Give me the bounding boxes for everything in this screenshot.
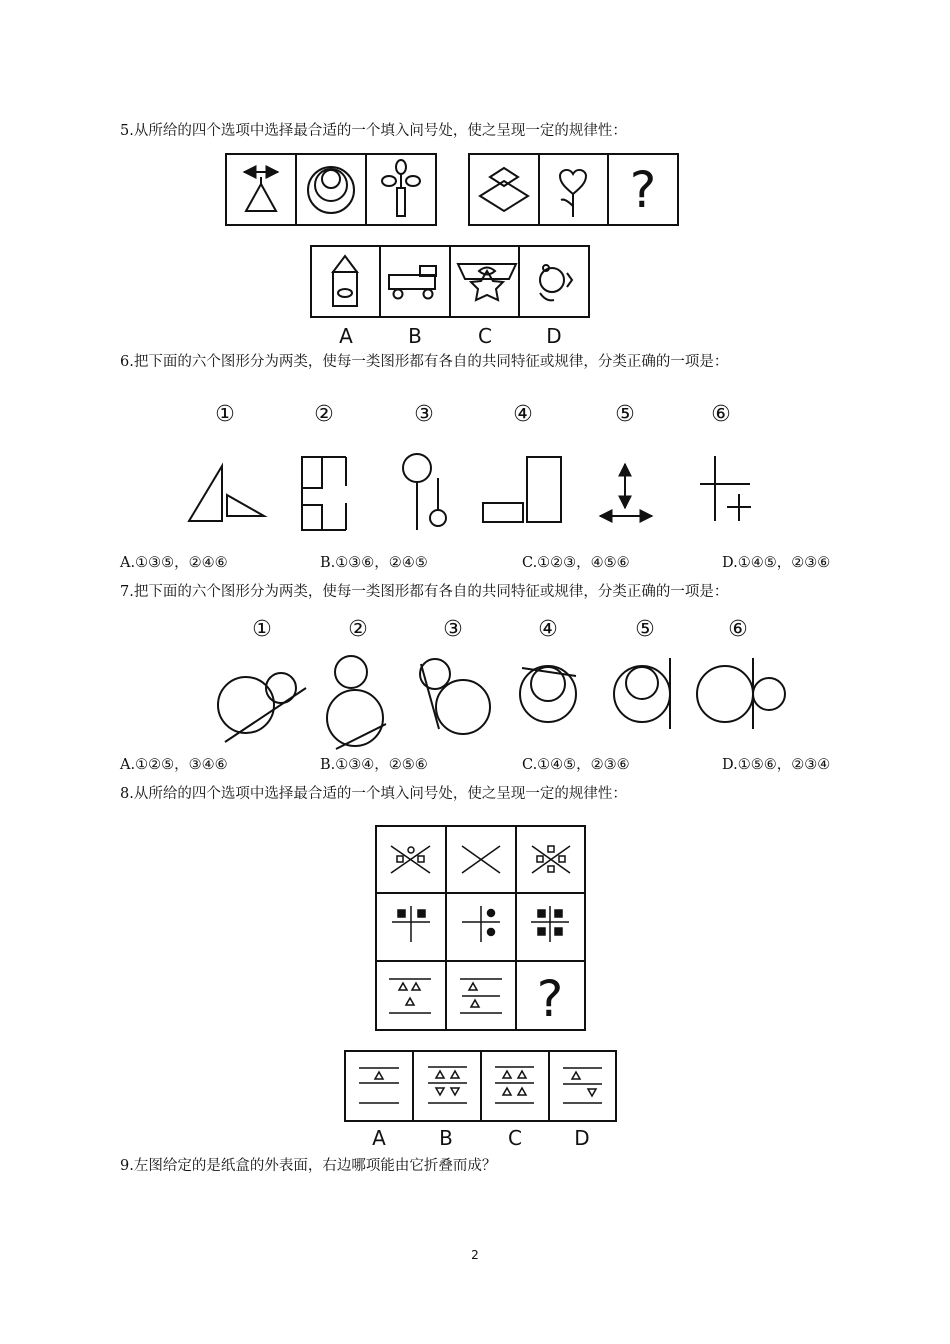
q7-number-6: ⑥ xyxy=(728,617,748,642)
q8-label-d: D xyxy=(574,1126,590,1150)
q6-number-2: ② xyxy=(314,402,334,427)
q7-figures xyxy=(218,656,785,749)
page-number: 2 xyxy=(471,1248,479,1262)
question-6-text: 6.把下面的六个图形分为两类，使每一类图形都有各自的共同特征或规律，分类正确的一项是： xyxy=(120,354,729,370)
q7-number-1: ① xyxy=(252,617,272,642)
q7-number-3: ③ xyxy=(443,617,463,642)
q7-number-2: ② xyxy=(348,617,368,642)
q6-number-6: ⑥ xyxy=(711,402,731,427)
q6-number-5: ⑤ xyxy=(615,402,635,427)
q8-label-a: A xyxy=(372,1126,386,1150)
q5-label-c: C xyxy=(478,324,492,348)
q6-option-a[interactable]: A.①③⑤，②④⑥ xyxy=(120,555,228,571)
question-5-text: 5.从所给的四个选项中选择最合适的一个填入问号处，使之呈现一定的规律性： xyxy=(120,123,627,139)
q6-option-b[interactable]: B.①③⑥，②④⑤ xyxy=(320,555,428,571)
q7-number-4: ④ xyxy=(538,617,558,642)
q6-number-1: ① xyxy=(215,402,235,427)
q5-stem-group-1 xyxy=(226,154,436,225)
q7-option-a[interactable]: A.①②⑤，③④⑥ xyxy=(120,757,228,773)
q8-question-mark: ? xyxy=(536,970,564,1028)
q8-options-figures xyxy=(345,1051,616,1121)
q7-option-d[interactable]: D.①⑤⑥，②③④ xyxy=(722,757,831,773)
q6-option-c[interactable]: C.①②③，④⑤⑥ xyxy=(522,555,630,571)
q6-number-4: ④ xyxy=(513,402,533,427)
question-8-text: 8.从所给的四个选项中选择最合适的一个填入问号处，使之呈现一定的规律性： xyxy=(120,786,627,802)
q8-label-b: B xyxy=(439,1126,453,1150)
q5-label-a: A xyxy=(339,324,353,348)
q7-option-c[interactable]: C.①④⑤，②③⑥ xyxy=(522,757,630,773)
q7-option-b[interactable]: B.①③④，②⑤⑥ xyxy=(320,757,428,773)
q7-number-5: ⑤ xyxy=(635,617,655,642)
q5-question-mark: ? xyxy=(629,161,657,219)
q5-label-d: D xyxy=(546,324,562,348)
q5-label-b: B xyxy=(408,324,422,348)
q6-figures xyxy=(189,454,751,530)
question-7-text: 7.把下面的六个图形分为两类，使每一类图形都有各自的共同特征或规律，分类正确的一项是： xyxy=(120,584,729,600)
q6-number-3: ③ xyxy=(414,402,434,427)
q6-option-d[interactable]: D.①④⑤，②③⑥ xyxy=(722,555,831,571)
q8-label-c: C xyxy=(508,1126,522,1150)
question-9-text: 9.左图给定的是纸盒的外表面，右边哪项能由它折叠而成？ xyxy=(120,1158,497,1174)
q5-options-figures xyxy=(311,246,589,317)
